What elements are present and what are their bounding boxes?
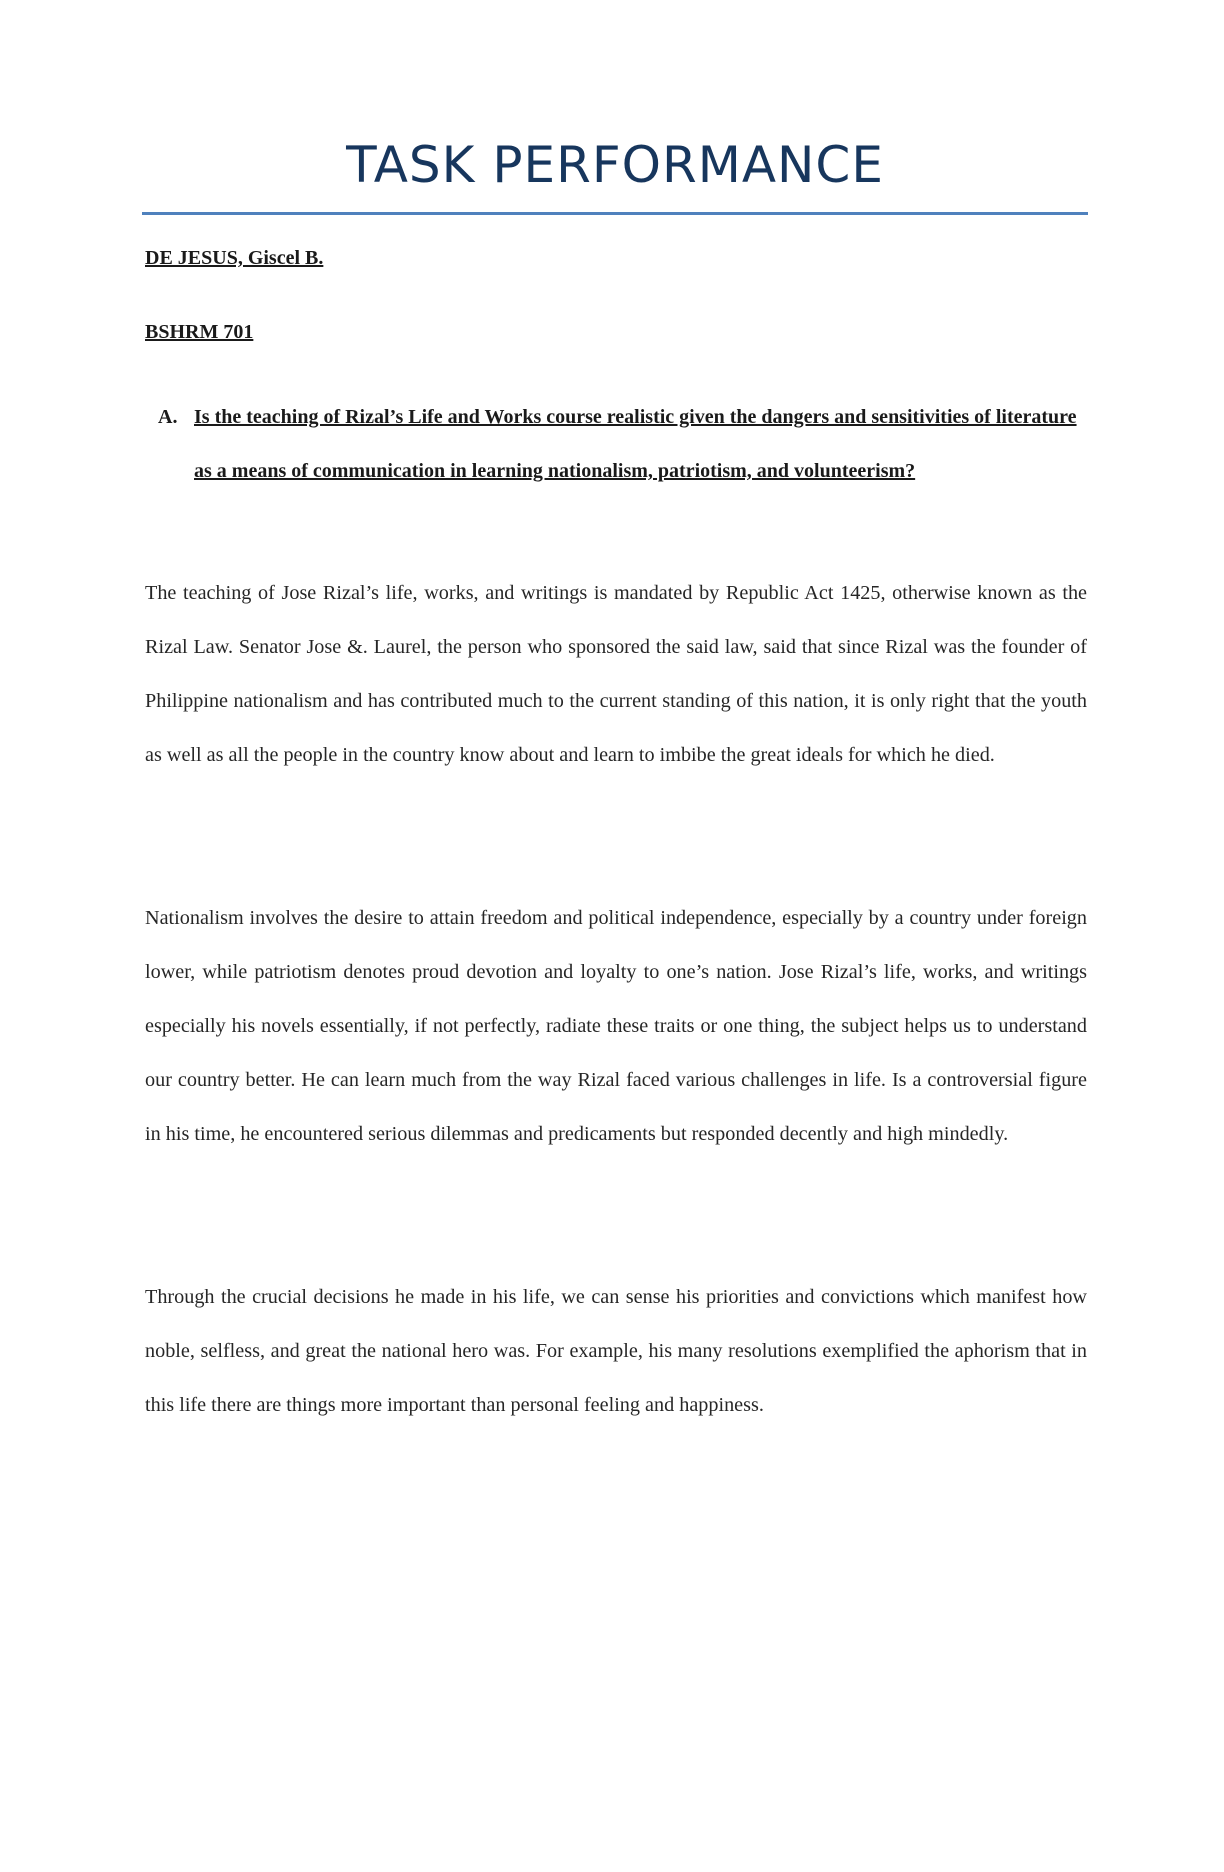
question-item: [145, 390, 1090, 498]
body-paragraph-2: Nationalism involves the desire to attain freedom and political independence, especially by a country under foreign lower, while patriotism denotes proud devotion and loyalty to one’s nation. Jose Rizal’s life, works, and writings especially his novels essentially, if not perfectly, radiate these traits or one thing, the subject helps us to understand our country better. He can learn much from the way Rizal faced various challenges in life. Is a controversial figure in his time, he encountered serious dilemmas and predicaments but responded decently and high mindedly.: [145, 907, 1087, 1145]
body-paragraph-3: Through the crucial decisions he made in his life, we can sense his priorities and convictions which manifest how noble, selfless, and great the national hero was. For example, his many resolutions exemplified the aphorism that in this life there are things more important than personal feeling and happiness.: [145, 1286, 1087, 1416]
section-label: BSHRM 701: [145, 321, 254, 343]
title-underline-divider: [142, 212, 1088, 215]
document-title: TASK PERFORMANCE: [346, 136, 884, 194]
question-text: Is the teaching of Rizal’s Life and Works course realistic given the dangers and sensitivities of literature as a means of communication in learning nationalism, patriotism, and volunteerism?: [194, 406, 1077, 482]
student-name: DE JESUS, Giscel B.: [145, 247, 324, 269]
question-marker: A.: [158, 406, 178, 428]
body-paragraph-1: The teaching of Jose Rizal’s life, works, and writings is mandated by Republic Act 1425, otherwise known as the Rizal Law. Senator Jose &. Laurel, the person who sponsored the said law, said that since Rizal was the founder of Philippine nationalism and has contributed much to the current standing of this nation, it is only right that the youth as well as all the people in the country know about and learn to imbibe the great ideals for which he died.: [145, 582, 1087, 766]
